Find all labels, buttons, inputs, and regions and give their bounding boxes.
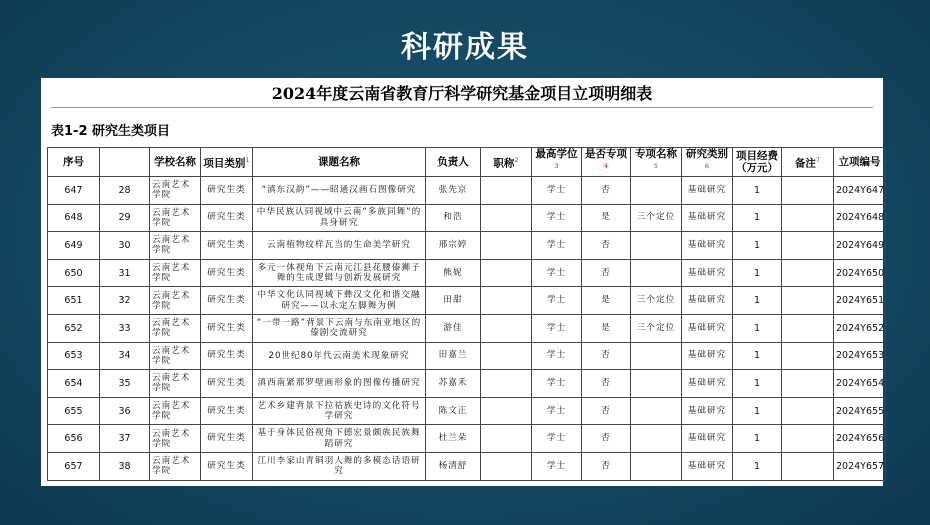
cell-type: 基础研究 [682,397,733,425]
cell-fund: 1 [733,259,782,287]
cell-rank [481,342,532,370]
cell-degree: 学士 [532,342,582,370]
cell-special: 否 [582,370,631,398]
cell-leader: 和浩 [426,204,481,232]
cell-leader: 杨清舒 [426,452,481,480]
cell-rank [481,314,532,342]
cell-code: 2024Y656 [834,425,886,453]
cell-special: 是 [582,287,631,315]
cell-fund: 1 [733,342,782,370]
cell-fund: 1 [733,452,782,480]
cell-category: 研究生类 [201,342,253,370]
cell-no: 647 [48,177,100,205]
cell-title: 江川李家山青铜羽人舞的多模态话语研究 [253,452,426,480]
cell-no: 655 [48,397,100,425]
cell-seq: 32 [100,287,150,315]
cell-degree: 学士 [532,177,582,205]
cell-remark [782,232,834,260]
cell-special: 是 [582,204,631,232]
cell-code: 2024Y653 [834,342,886,370]
cell-rank [481,204,532,232]
cell-school: 云南艺术学院 [150,204,201,232]
cell-seq: 34 [100,342,150,370]
column-header [201,148,253,177]
slide-title: 科研成果 [401,30,529,65]
cell-code: 2024Y654 [834,370,886,398]
column-header-label: 备注 [794,157,816,170]
cell-no: 653 [48,342,100,370]
cell-special-name [631,342,682,370]
cell-leader: 邢宗婷 [426,232,481,260]
footnote-marker: 6 [704,162,710,171]
cell-remark [782,397,834,425]
cell-category: 研究生类 [201,397,253,425]
cell-title: “滇东汉韵”——昭通汉画石图像研究 [253,177,426,205]
cell-title: 艺术乡建背景下拉祜族史诗的文化符号学研究 [253,397,426,425]
cell-no: 651 [48,287,100,315]
cell-degree: 学士 [532,314,582,342]
table-row [48,177,886,205]
cell-category: 研究生类 [201,177,253,205]
cell-type: 基础研究 [682,452,733,480]
cell-rank [481,370,532,398]
cell-category: 研究生类 [201,425,253,453]
cell-remark [782,287,834,315]
cell-remark [782,342,834,370]
cell-type: 基础研究 [682,342,733,370]
cell-no: 650 [48,259,100,287]
cell-degree: 学士 [532,287,582,315]
cell-title: 中华民族认同视域中云南“多族同舞”的具身研究 [253,204,426,232]
cell-school: 云南艺术学院 [150,397,201,425]
cell-remark [782,370,834,398]
cell-seq: 37 [100,425,150,453]
column-header-label: 项目经费（万元） [736,150,778,174]
column-header-label: 课题名称 [318,156,360,168]
column-header [150,148,201,177]
cell-school: 云南艺术学院 [150,452,201,480]
cell-special-name [631,177,682,205]
cell-rank [481,259,532,287]
cell-school: 云南艺术学院 [150,314,201,342]
cell-code: 2024Y652 [834,314,886,342]
cell-type: 基础研究 [682,259,733,287]
cell-category: 研究生类 [201,287,253,315]
cell-remark [782,177,834,205]
cell-seq: 36 [100,397,150,425]
cell-type: 基础研究 [682,177,733,205]
table-row [48,397,886,425]
column-header [253,148,426,177]
table-row [48,452,886,480]
footnote-marker: 1 [245,156,250,165]
cell-seq: 35 [100,370,150,398]
cell-leader: 田嘉兰 [426,342,481,370]
cell-fund: 1 [733,425,782,453]
cell-fund: 1 [733,204,782,232]
cell-category: 研究生类 [201,370,253,398]
cell-degree: 学士 [532,232,582,260]
cell-special-name [631,425,682,453]
footnote-marker: 5 [653,162,659,171]
column-header [100,148,150,177]
cell-no: 649 [48,232,100,260]
cell-rank [481,397,532,425]
cell-remark [782,425,834,453]
column-header-label: 是否专项 [585,148,627,161]
cell-fund: 1 [733,177,782,205]
cell-special: 否 [582,177,631,205]
table-subtitle: 表1-2 研究生类项目 [51,124,171,139]
cell-degree: 学士 [532,397,582,425]
cell-special-name [631,259,682,287]
cell-title: 滇西南紧那罗壁画形象的图像传播研究 [253,370,426,398]
footnote-marker: 4 [603,162,609,171]
cell-leader: 陈文正 [426,397,481,425]
cell-special-name: 三个定位 [631,204,682,232]
footnote-marker: 7 [815,156,821,165]
cell-rank [481,232,532,260]
table-row [48,370,886,398]
cell-category: 研究生类 [201,204,253,232]
column-header-label: 项目类别 [203,157,246,170]
column-header [532,148,582,177]
table-header-row [48,148,886,177]
document-title: 2024年度云南省教育厅科学研究基金项目立项明细表 [51,81,873,108]
cell-no: 654 [48,370,100,398]
cell-seq: 28 [100,177,150,205]
cell-degree: 学士 [532,204,582,232]
cell-fund: 1 [733,314,782,342]
cell-type: 基础研究 [682,425,733,453]
column-header [582,148,631,177]
cell-type: 基础研究 [682,314,733,342]
cell-special: 否 [582,232,631,260]
column-header [782,148,834,177]
column-header [733,148,782,177]
cell-special-name [631,370,682,398]
cell-remark [782,314,834,342]
cell-code: 2024Y648 [834,204,886,232]
column-header-label: 序号 [63,156,84,168]
cell-special-name [631,452,682,480]
cell-seq: 31 [100,259,150,287]
cell-fund: 1 [733,397,782,425]
cell-leader: 杜兰朵 [426,425,481,453]
cell-code: 2024Y657 [834,452,886,480]
cell-seq: 30 [100,232,150,260]
column-header-label: 最高学位 [535,148,578,161]
cell-leader: 熊妮 [426,259,481,287]
column-header [682,148,733,177]
cell-title: “一带一路”背景下云南与东南亚地区的傣剧交流研究 [253,314,426,342]
table-row [48,425,886,453]
table-row [48,204,886,232]
column-header [834,148,886,177]
cell-seq: 33 [100,314,150,342]
column-header-label: 职称 [493,157,515,170]
cell-degree: 学士 [532,259,582,287]
cell-fund: 1 [733,232,782,260]
cell-special-name [631,397,682,425]
cell-code: 2024Y651 [834,287,886,315]
cell-code: 2024Y647 [834,177,886,205]
cell-rank [481,177,532,205]
cell-remark [782,259,834,287]
cell-type: 基础研究 [682,204,733,232]
cell-school: 云南艺术学院 [150,425,201,453]
cell-school: 云南艺术学院 [150,287,201,315]
cell-rank [481,425,532,453]
cell-special-name: 三个定位 [631,314,682,342]
cell-fund: 1 [733,287,782,315]
cell-special: 是 [582,314,631,342]
cell-special: 否 [582,397,631,425]
cell-special-name [631,232,682,260]
cell-title: 中华文化认同视域下彝汉文化和谐交融研究——以永定左脚舞为例 [253,287,426,315]
cell-leader: 田甜 [426,287,481,315]
cell-special: 否 [582,342,631,370]
cell-remark [782,452,834,480]
cell-school: 云南艺术学院 [150,342,201,370]
projects-table [47,147,886,481]
cell-code: 2024Y655 [834,397,886,425]
document-panel [41,78,883,486]
cell-title: 20世纪80年代云南美术现象研究 [253,342,426,370]
cell-school: 云南艺术学院 [150,232,201,260]
cell-special: 否 [582,259,631,287]
cell-category: 研究生类 [201,452,253,480]
column-header-label: 立项编号 [838,156,881,168]
column-header-label: 学校名称 [154,156,196,168]
cell-no: 656 [48,425,100,453]
cell-code: 2024Y650 [834,259,886,287]
cell-no: 657 [48,452,100,480]
cell-special: 否 [582,425,631,453]
cell-degree: 学士 [532,425,582,453]
cell-special: 否 [582,452,631,480]
cell-degree: 学士 [532,370,582,398]
cell-school: 云南艺术学院 [150,259,201,287]
cell-school: 云南艺术学院 [150,177,201,205]
table-row [48,314,886,342]
column-header [481,148,532,177]
cell-seq: 29 [100,204,150,232]
table-row [48,259,886,287]
cell-title: 多元一体视角下云南元江县花腰傣狮子舞的生成逻辑与创新发展研究 [253,259,426,287]
cell-fund: 1 [733,370,782,398]
column-header-label: 专项名称 [635,148,677,161]
column-header [631,148,682,177]
table-row [48,287,886,315]
cell-type: 基础研究 [682,370,733,398]
cell-category: 研究生类 [201,314,253,342]
table-row [48,342,886,370]
cell-code: 2024Y649 [834,232,886,260]
cell-rank [481,287,532,315]
cell-no: 652 [48,314,100,342]
cell-seq: 38 [100,452,150,480]
cell-school: 云南艺术学院 [150,370,201,398]
footnote-marker: 2 [514,156,519,165]
cell-leader: 苏嘉禾 [426,370,481,398]
cell-title: 云南植物纹样瓦当的生命美学研究 [253,232,426,260]
cell-leader: 张先京 [426,177,481,205]
column-header [426,148,481,177]
cell-remark [782,204,834,232]
column-header [48,148,100,177]
cell-category: 研究生类 [201,259,253,287]
cell-special-name: 三个定位 [631,287,682,315]
cell-type: 基础研究 [682,287,733,315]
footnote-marker: 3 [554,162,559,171]
cell-title: 基于身体民俗视角下德宏景颇族民族舞蹈研究 [253,425,426,453]
cell-type: 基础研究 [682,232,733,260]
column-header-label: 研究类别 [686,148,728,161]
cell-rank [481,452,532,480]
cell-leader: 游佳 [426,314,481,342]
cell-no: 648 [48,204,100,232]
table-row [48,232,886,260]
cell-category: 研究生类 [201,232,253,260]
column-header-label: 负责人 [437,156,469,168]
cell-degree: 学士 [532,452,582,480]
